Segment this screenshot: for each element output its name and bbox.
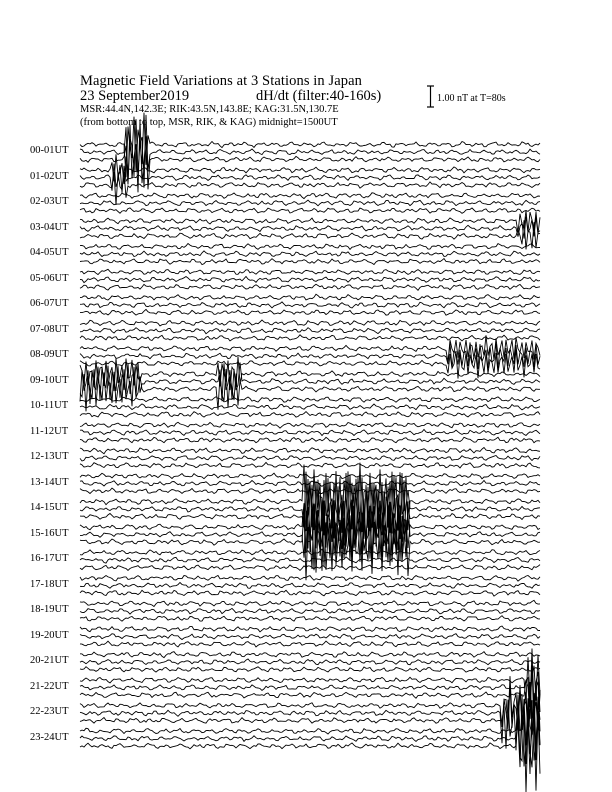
trace-kag-17-18UT (80, 590, 540, 596)
trace-msr-12-13UT (80, 448, 540, 454)
trace-kag-18-19UT (80, 616, 540, 622)
trace-msr-06-07UT (80, 294, 540, 300)
hour-label: 14-15UT (30, 502, 69, 513)
hour-label: 19-20UT (30, 629, 69, 641)
hour-label: 08-09UT (30, 349, 69, 360)
hour-label: 03-04UT (30, 221, 69, 233)
trace-kag-00-01UT (80, 120, 540, 193)
trace-kag-10-11UT (80, 412, 540, 418)
measurement-label: dH/dt (filter:40-160s) (256, 88, 382, 104)
hour-label: 06-07UT (30, 298, 69, 309)
trace-msr-19-20UT (80, 626, 540, 632)
trace-rik-04-05UT (80, 251, 540, 257)
hour-label: 12-13UT (30, 451, 69, 462)
trace-rik-11-12UT (80, 430, 540, 436)
trace-kag-19-20UT (80, 641, 540, 647)
trace-rik-02-03UT (80, 200, 540, 206)
trace-kag-09-10UT (80, 367, 540, 412)
hour-label: 21-22UT (30, 680, 69, 692)
hour-label: 17-18UT (30, 578, 69, 590)
trace-kag-02-03UT (80, 208, 540, 213)
trace-group (80, 113, 540, 792)
trace-msr-00-01UT (80, 113, 540, 178)
trace-kag-07-08UT (80, 335, 540, 341)
trace-msr-20-21UT (80, 652, 540, 658)
hour-label: 11-12UT (30, 425, 69, 437)
hour-label: 01-02UT (30, 170, 69, 182)
trace-kag-16-17UT (80, 565, 540, 571)
trace-kag-12-13UT (80, 462, 540, 468)
trace-rik-09-10UT (80, 362, 540, 404)
trace-rik-19-20UT (80, 634, 540, 640)
station-coordinates: MSR:44.4N,142.3E; RIK:43.5N,143.8E; KAG:31.5N,130.7E (80, 104, 339, 115)
hour-label: 15-16UT (30, 527, 69, 539)
trace-kag-20-21UT (80, 667, 540, 672)
trace-msr-13-14UT (80, 473, 540, 479)
trace-msr-18-19UT (80, 600, 540, 606)
hour-label: 23-24UT (30, 731, 69, 743)
hour-label: 16-17UT (30, 553, 69, 564)
trace-rik-07-08UT (80, 328, 540, 334)
hour-label: 13-14UT (30, 476, 69, 488)
trace-msr-17-18UT (80, 576, 540, 582)
trace-kag-11-12UT (80, 437, 540, 442)
chart-title: Magnetic Field Variations at 3 Stations in Japan (80, 73, 363, 89)
hour-label: 10-11UT (30, 400, 69, 411)
trace-order-note: (from bottom to top, MSR, RIK, & KAG) midnight=1500UT (80, 117, 338, 128)
hour-label: 20-21UT (30, 655, 69, 666)
trace-msr-10-11UT (80, 397, 540, 402)
trace-rik-18-19UT (80, 608, 540, 614)
trace-rik-20-21UT (80, 659, 540, 665)
hour-label: 07-08UT (30, 323, 69, 335)
hour-label: 04-05UT (30, 247, 69, 258)
hour-label: 00-01UT (30, 145, 69, 156)
trace-msr-02-03UT (80, 193, 540, 199)
trace-msr-07-08UT (80, 320, 540, 326)
trace-kag-22-23UT (80, 693, 540, 750)
trace-kag-05-06UT (80, 284, 540, 290)
trace-msr-22-23UT (80, 676, 540, 730)
hour-label: 09-10UT (30, 374, 69, 386)
trace-rik-06-07UT (80, 302, 540, 308)
hour-label: 02-03UT (30, 196, 69, 207)
chart-date: 23 September2019 (80, 88, 190, 104)
scale-bar-label: 1.00 nT at T=80s (437, 93, 506, 104)
trace-msr-11-12UT (80, 422, 540, 428)
trace-rik-05-06UT (80, 277, 540, 283)
trace-msr-04-05UT (80, 244, 540, 250)
scale-bar (427, 86, 434, 107)
trace-msr-05-06UT (80, 269, 540, 274)
trace-kag-04-05UT (80, 259, 540, 265)
trace-kag-06-07UT (80, 309, 540, 315)
hour-label: 05-06UT (30, 272, 69, 284)
trace-rik-16-17UT (80, 557, 540, 563)
hour-label: 18-19UT (30, 604, 69, 615)
trace-kag-23-24UT (80, 709, 540, 792)
trace-rik-10-11UT (80, 404, 540, 410)
trace-rik-17-18UT (80, 583, 540, 589)
hour-label: 22-23UT (30, 706, 69, 717)
trace-rik-12-13UT (80, 456, 540, 462)
